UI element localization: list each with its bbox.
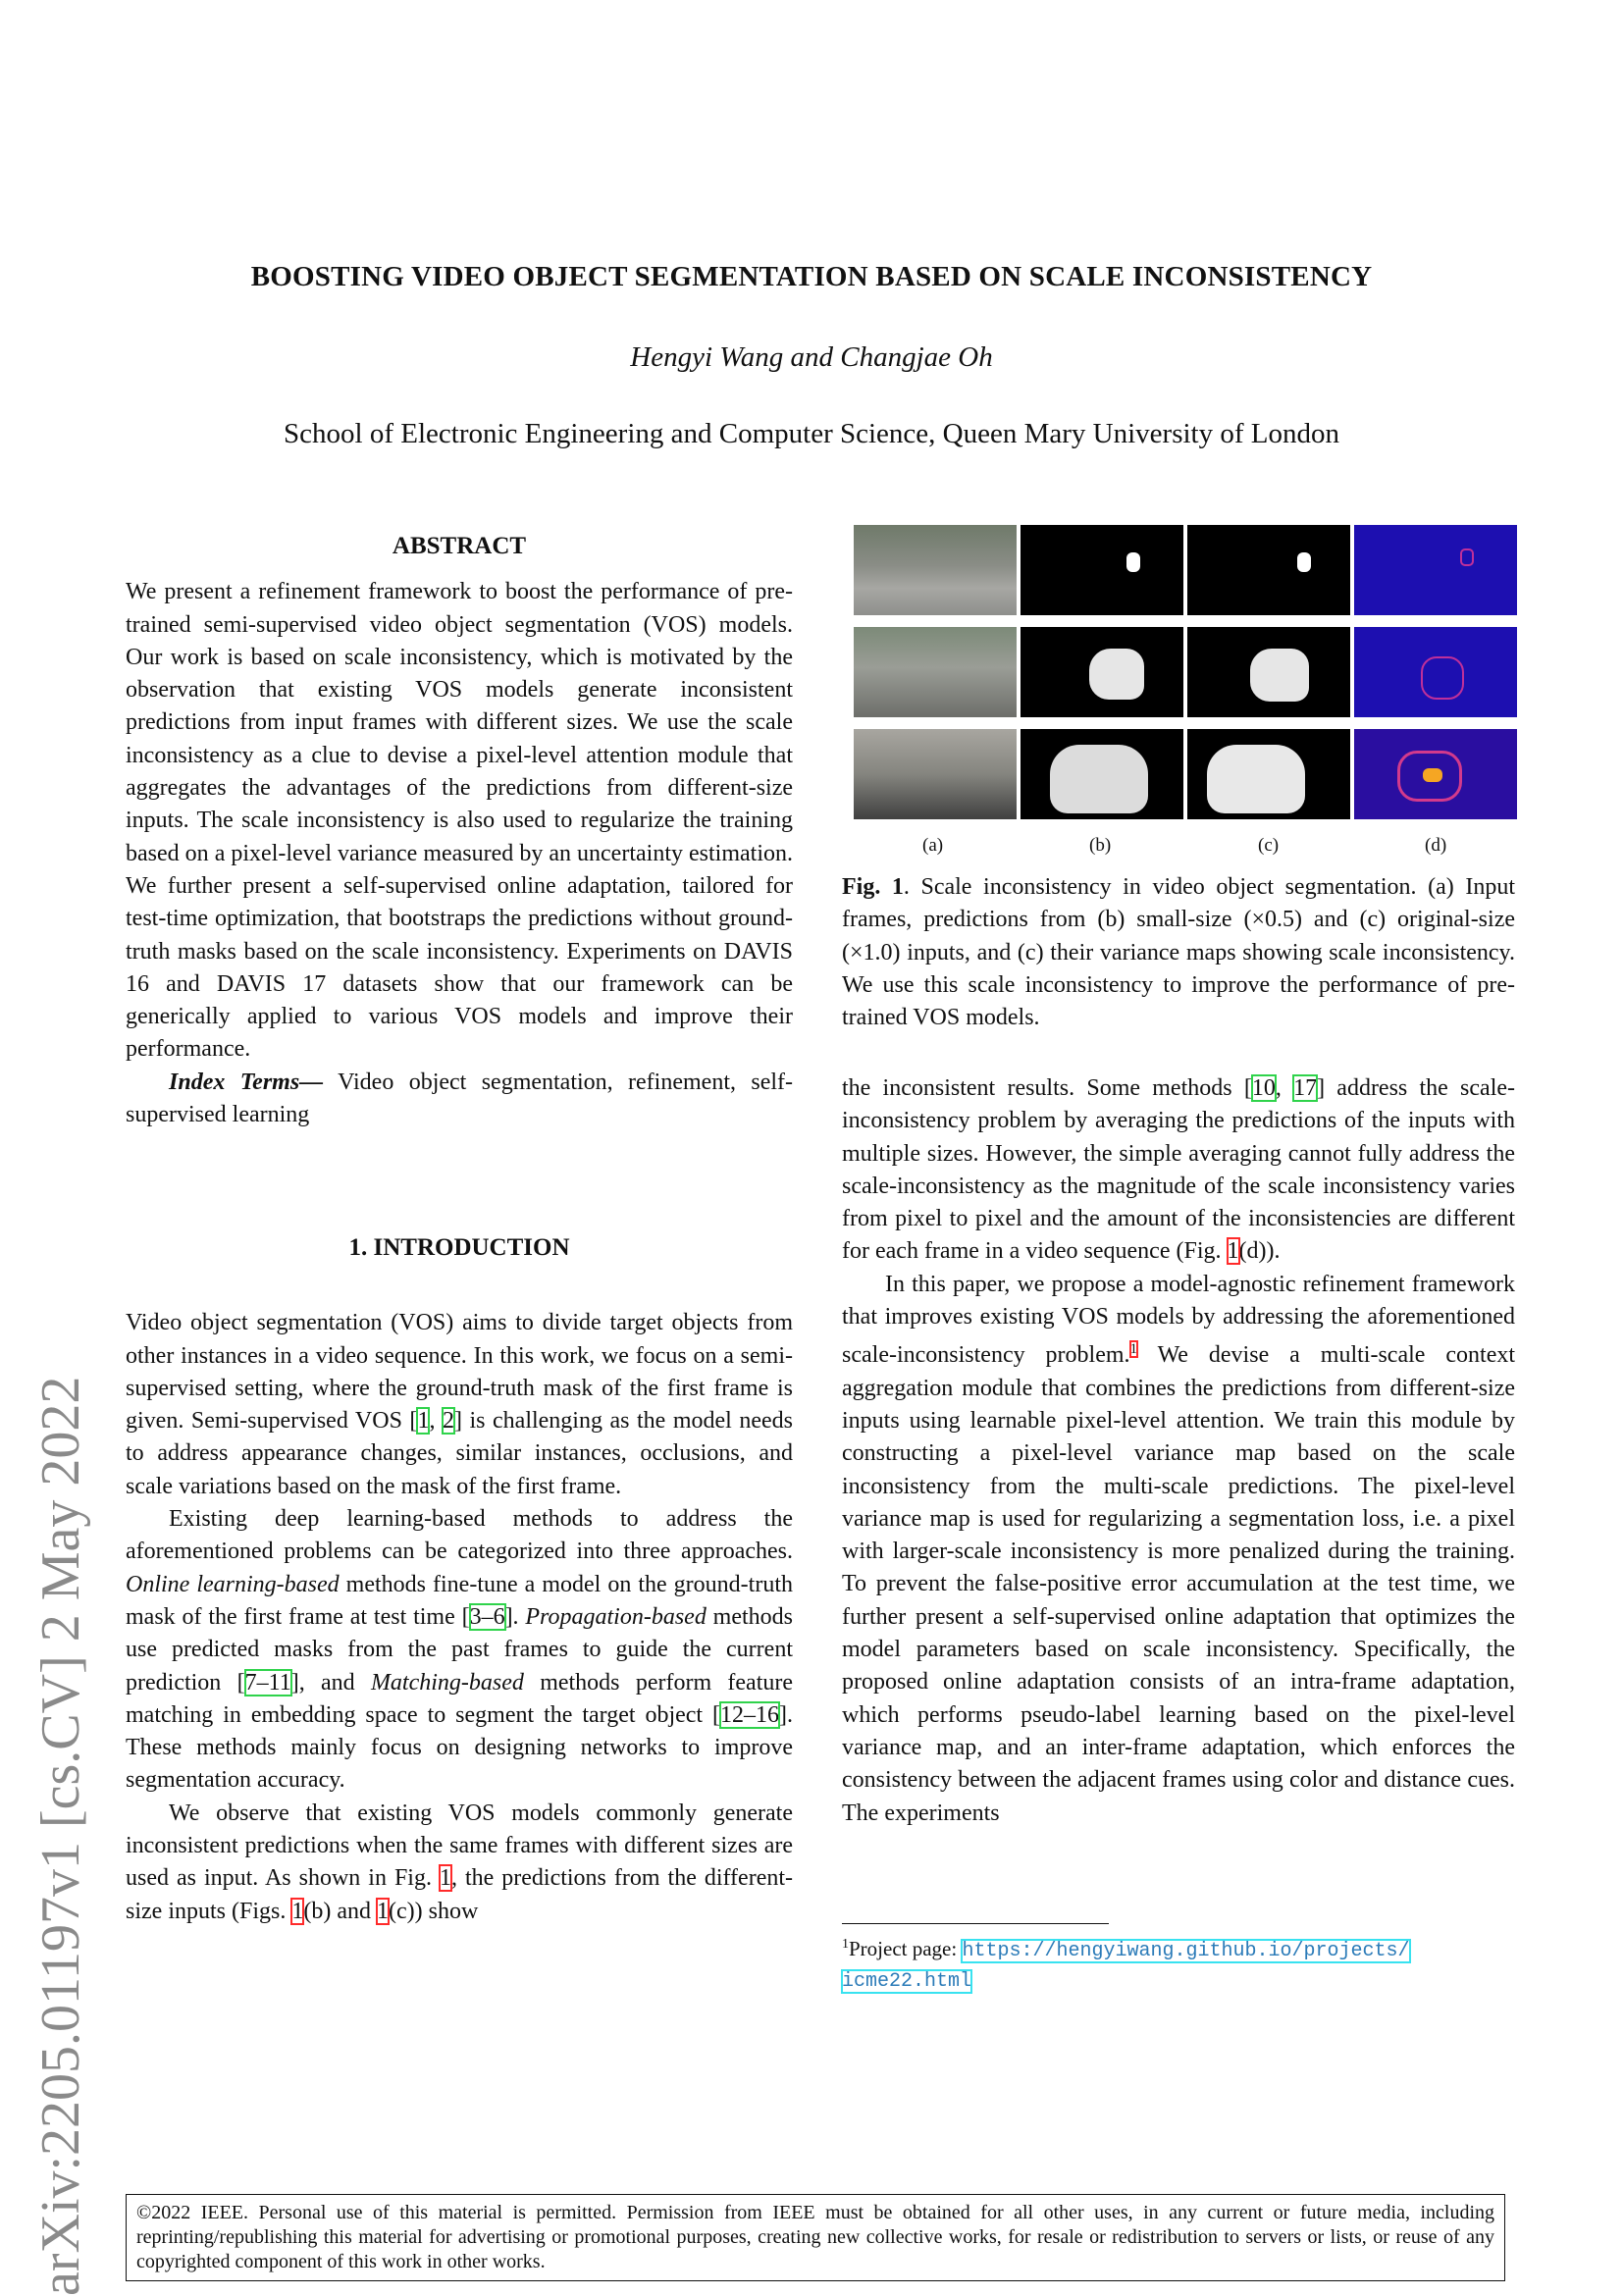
figure-label-d: (d) (1425, 835, 1447, 856)
text-run: In this paper, we propose a model-agnostic refinement framework that improves existing VOS models by addressing the aforementioned scale-inconsistency problem. (842, 1271, 1515, 1369)
citation-link[interactable]: 7–11 (244, 1669, 291, 1696)
text-run: methods perform feature matching in embedding space to segment the target object [ (126, 1669, 794, 1728)
prediction-original-image (1187, 627, 1350, 717)
paper-authors: Hengyi Wang and Changjae Oh (630, 341, 993, 373)
prediction-original-image (1187, 729, 1350, 819)
emphasis: Matching-based (370, 1669, 524, 1696)
right-paragraph-1: the inconsistent results. Some methods [10, 17] address the scale-inconsistency problem by averaging the predictions of the inputs with multiple sizes. However, the simple averaging cannot fully address the scale-inconsistency as the magnitude of the scale inconsistency varies from pixel to pixel and the amount of the inconsistencies are different for each frame in a video sequence (Fig. 1(d)). (842, 1075, 1516, 1265)
figure-label-b: (b) (1089, 835, 1112, 856)
text-run: Video object segmentation (VOS) aims to divide target objects from other instances in a video sequence. In this work, we focus on a semi-supervised setting, where the ground-truth mask of the first frame is given. Semi-supervised VOS [ (126, 1310, 793, 1435)
input-frame-image (854, 627, 1017, 717)
paper-title: BOOSTING VIDEO OBJECT SEGMENTATION BASED ON SCALE INCONSISTENCY (250, 261, 1373, 292)
introduction-section (126, 1231, 793, 1928)
project-page-link[interactable]: https://hengyiwang.github.io/projects/ (962, 1940, 1410, 1962)
project-page-link-cont[interactable]: icme22.html (842, 1970, 972, 1993)
text-run: methods fine-tune a model on the ground-truth mask of the first frame at test time [ (126, 1571, 793, 1630)
paper-affiliation: School of Electronic Engineering and Computer Science, Queen Mary University of London (284, 418, 1339, 449)
text-run: ]. These methods mainly focus on designing networks to improve segmentation accuracy. (126, 1701, 793, 1794)
copyright-notice: ©2022 IEEE. Personal use of this material is permitted. Permission from IEEE must be obtained for all other uses, in any current or future media, including reprinting/republishing this material for advertising or promotional purposes, creating new collective works, for resale or redistribution to servers or lists, or reuse of any copyrighted component of this work in other works. (126, 2194, 1505, 2281)
abstract-section (126, 530, 793, 1131)
abstract-body: We present a refinement framework to boost the performance of pre-trained semi-supervised video object segmentation (VOS) models. Our work is based on scale inconsistency, which is motivated by the observation that existing VOS models generate inconsistent predictions from input frames with different sizes. We use the scale inconsistency as a clue to devise a pixel-level attention module that aggregates the advantages of the predictions from different-size inputs. The scale inconsistency is also used to regularize the training based on a pixel-level variance measured by an uncertainty estimation. We further present a self-supervised online adaptation, tailored for test-time optimization, that bootstraps the predictions without ground-truth masks based on the scale inconsistency. Experiments on DAVIS 16 and DAVIS 17 datasets show that our framework can be generically applied to various VOS models and improve their performance. (126, 579, 793, 1063)
footnote-text: Project page: (849, 1937, 963, 1960)
intro-paragraph-1: Video object segmentation (VOS) aims to divide target objects from other instances in a video sequence. In this work, we focus on a semi-supervised setting, where the ground-truth mask of the first frame is given. Semi-supervised VOS [1, 2] is challenging as the model needs to address appearance changes, similar instances, occlusions, and scale variations based on the mask of the first frame. (126, 1310, 794, 1499)
text-run: Existing deep learning-based methods to address the aforementioned problems can be categorized into three approaches. (126, 1506, 793, 1565)
caption-body: . Scale inconsistency in video object segmentation. (a) Input frames, predictions from (b) small-size (×0.5) and (c) original-size (×1.0) inputs, and (c) their variance maps showing scale inconsistency. We use this scale inconsistency to improve the performance of pre-trained VOS models. (842, 874, 1515, 1031)
introduction-heading: 1. INTRODUCTION (348, 1234, 570, 1261)
variance-map-image (1354, 525, 1517, 615)
citation-link[interactable]: 12–16 (720, 1701, 779, 1728)
input-frame-image (854, 729, 1017, 819)
figure-link[interactable]: 1 (1227, 1238, 1239, 1265)
intro-continued (842, 1072, 1515, 1830)
figure-link[interactable]: 1 (439, 1865, 451, 1892)
figure-link[interactable]: 1 (291, 1898, 304, 1924)
text-run: ]. (504, 1603, 526, 1630)
citation-link[interactable]: 17 (1293, 1075, 1318, 1101)
prediction-small-image (1021, 627, 1183, 717)
intro-paragraph-2 (126, 1503, 793, 1798)
prediction-small-image (1021, 729, 1183, 819)
text-run: ] is challenging as the model needs to address appearance changes, similar instances, occlusions, and scale variations based on the mask of the first frame. (126, 1408, 794, 1499)
prediction-small-image (1021, 525, 1183, 615)
emphasis: Propagation-based (525, 1603, 707, 1630)
footnote (842, 1931, 1519, 1996)
figure-label-a: (a) (922, 835, 944, 856)
input-frame-image (854, 525, 1017, 615)
citation-link[interactable]: 10 (1251, 1075, 1276, 1101)
text-run: the inconsistent results. Some methods [ (842, 1075, 1252, 1101)
footnote-divider (842, 1923, 1109, 1924)
intro-paragraph-3 (126, 1798, 793, 1928)
text-run: ] address the scale-inconsistency problem by averaging the predictions of the inputs with multiple sizes. However, the simple averaging cannot fully address the scale-inconsistency as the magnitude of the scale inconsistency varies from pixel to pixel and the amount of the inconsistencies are different for each frame in a video sequence (Fig. (842, 1075, 1516, 1265)
abstract-heading: ABSTRACT (392, 533, 527, 559)
text-run: methods use predicted masks from the past frames to guide the current prediction [ (126, 1603, 793, 1696)
text-run: (c)) show (388, 1898, 479, 1924)
footnote-mark: 1 (842, 1937, 849, 1952)
text-run: (b) and (303, 1898, 377, 1924)
emphasis: Online learning-based (126, 1571, 340, 1597)
text-run: (d)). (1238, 1238, 1281, 1265)
index-terms-label: Index Terms— (169, 1069, 324, 1095)
footnote-link[interactable]: 1 (1129, 1341, 1138, 1358)
figure-link[interactable]: 1 (376, 1898, 389, 1924)
figure-label-c: (c) (1258, 835, 1280, 856)
text-run: , the predictions from the different-size inputs (Figs. (126, 1865, 794, 1924)
citation-link[interactable]: 2 (442, 1408, 454, 1435)
text-run: We observe that existing VOS models commonly generate inconsistent predictions when the same frames with different sizes are used as input. As shown in Fig. (126, 1800, 793, 1892)
variance-map-image (1354, 627, 1517, 717)
arxiv-identifier-text: arXiv:2205.01197v1 [cs.CV] 2 May 2022 (30, 1376, 91, 2296)
index-terms (126, 1067, 793, 1132)
right-paragraph-2 (842, 1269, 1515, 1830)
figure-1-grid (854, 525, 1519, 829)
index-terms-text: Video object segmentation, refinement, self-supervised learning (126, 1069, 793, 1128)
caption-label: Fig. 1 (842, 874, 904, 900)
text-run: We devise a multi-scale context aggregation module that combines the predictions from different-size inputs using learnable pixel-level attention. We train this module by constructing a pixel-level variance map based on the scale inconsistency from the multi-scale predictions. The pixel-level variance map is used for regularizing a segmentation loss, i.e. a pixel with larger-scale inconsistency is more penalized during the training. To prevent the false-positive error accumulation at the test time, we further present a self-supervised online adaptation that optimizes the model parameters based on scale inconsistency. Specifically, the proposed online adaptation consists of an intra-frame adaptation, which performs pseudo-label learning based on the pixel-level variance map, and an inter-frame adaptation, which enforces the consistency between the adjacent frames using color and distance cues. The experiments (842, 1342, 1516, 1826)
figure-1 (854, 525, 1519, 856)
arxiv-identifier (29, 1376, 91, 2296)
citation-link[interactable]: 3–6 (469, 1603, 505, 1630)
text-run: ], and (290, 1669, 371, 1696)
prediction-original-image (1187, 525, 1350, 615)
variance-map-image (1354, 729, 1517, 819)
caption-text (842, 871, 1515, 1034)
figure-1-caption (842, 871, 1515, 1034)
citation-link[interactable]: 1 (417, 1408, 430, 1435)
